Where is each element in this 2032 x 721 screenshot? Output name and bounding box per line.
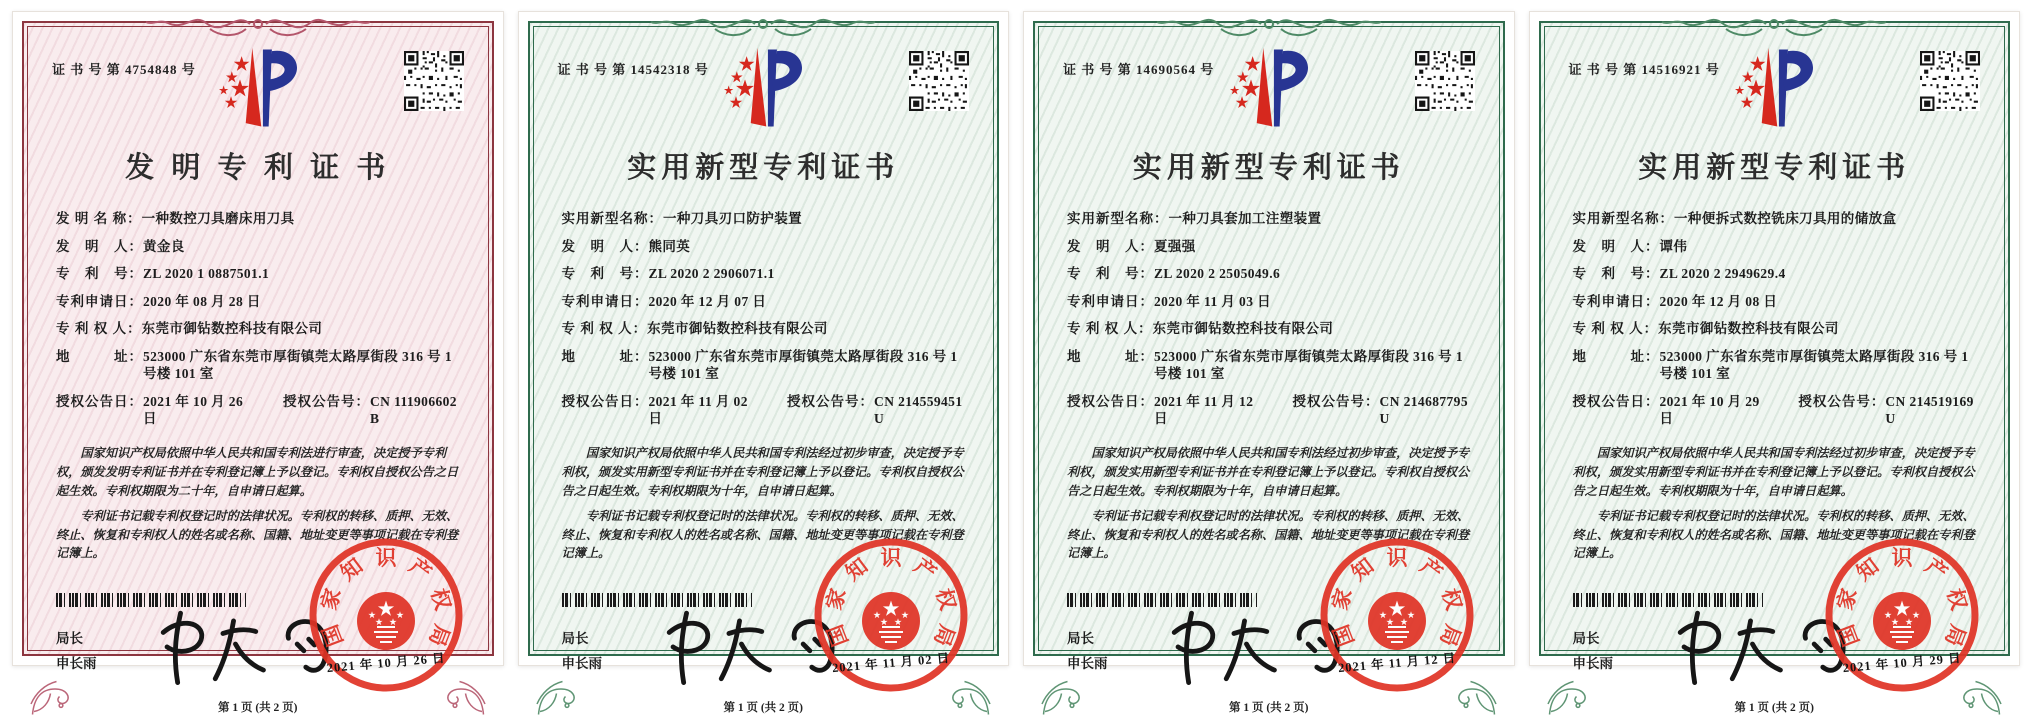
field-address [56,348,464,383]
certificate-frame [22,21,494,715]
certificate-frame [528,21,1000,715]
certificate-footer [1541,571,2009,721]
grant-number-value: CN 214559451 U [874,393,963,427]
field-label: 地 址： [1572,348,1660,364]
director-title: 局长 [1572,631,1600,647]
grant-date-value: 2021 年 10 月 26 日 [143,393,244,427]
filing-date-value: 2020 年 08 月 28 日 [143,293,261,309]
field-label: 授权公告号： [283,393,370,409]
patent-certificate-4 [1529,11,2021,715]
field-invention-name [1067,210,1475,228]
inventor-value: 熊同英 [648,238,691,254]
address-value: 523000 广东省东莞市厚街镇莞太路厚街段 316 号 1 号楼 101 室 [1659,348,1969,382]
patent-certificate-1 [12,11,504,715]
corner-flourish-ornament [1439,659,1499,719]
field-address [562,348,970,383]
field-label: 地 址： [56,348,143,364]
field-label: 授权公告日： [1067,393,1154,409]
certificate-number: 证 书 号 第 14542318 号 [557,62,709,77]
certificate-number: 证 书 号 第 4754848 号 [52,62,196,77]
page-number: 第 1 页 (共 2 页) [1734,702,1815,715]
field-label: 专 利 权 人： [56,321,142,337]
patentee-value: 东莞市御钻数控科技有限公司 [1152,321,1334,337]
field-label: 专 利 号： [561,266,649,282]
field-inventor [562,238,970,256]
patent-number-value: ZL 2020 1 0887501.1 [143,266,270,282]
grant-number-value: CN 214687795 U [1379,393,1468,427]
page-number: 第 1 页 (共 2 页) [723,702,804,715]
grant-date-value: 2021 年 11 月 12 日 [1154,393,1254,427]
cnipa-logo-icon [712,43,814,133]
grant-number-value: CN 111906602 B [370,393,457,427]
patent-number-value: ZL 2020 2 2906071.1 [648,266,775,282]
field-invention-name [1573,210,1981,228]
certificate-footer [530,571,998,721]
certificate-frame [1033,21,1505,715]
field-label: 专 利 号： [56,266,143,282]
top-flourish-ornament [1144,9,1394,39]
field-label: 发 明 人： [1067,238,1154,254]
field-invention-name [56,210,464,228]
address-value: 523000 广东省东莞市厚街镇莞太路厚街段 316 号 1 号楼 101 室 [143,348,452,382]
field-patentee [56,320,464,338]
legal-text-paragraph-1: 国家知识产权局依照中华人民共和国专利法经过初步审查，决定授予专利权，颁发实用新型专利证书并在专利登记簿上予以登记。专利权自授权公告之日起生效。专利权期限为十年，自申请日起算。 [1067,445,1470,498]
field-label: 授权公告日： [56,393,143,409]
field-label: 发 明 人： [561,238,649,254]
certificate-footer [24,571,492,721]
certificate-fields [1573,210,1981,438]
field-label: 地 址： [1067,348,1154,364]
field-label: 专 利 号： [1572,266,1660,282]
cnipa-logo-icon [207,43,309,133]
field-filing-date [1573,293,1981,311]
seal-date: 2021 年 11 月 02 日 [831,651,951,676]
legal-text-paragraph-2: 专利证书记载专利权登记时的法律状况。专利权的转移、质押、无效、终止、恢复和专利权人的姓名或名称、国籍、地址变更等事项记载在专利登记簿上。 [1572,508,1975,561]
invention-name-value: 一种数控刀具磨床用刀具 [141,211,295,226]
patent-certificate-3 [1023,11,1515,715]
field-label: 实用新型名称： [561,211,663,226]
field-patentee [1067,320,1475,338]
page-number: 第 1 页 (共 2 页) [1228,702,1309,715]
filing-date-value: 2020 年 12 月 07 日 [648,293,767,309]
field-grant [1573,393,1981,428]
corner-flourish-ornament [28,659,88,719]
filing-date-value: 2020 年 11 月 03 日 [1154,293,1272,309]
field-label: 发 明 人： [56,238,143,254]
field-label: 专 利 权 人： [1572,321,1659,337]
director-name: 申长雨 [56,655,97,671]
certificate-fields [56,210,464,438]
qr-code [1920,51,1980,111]
qr-code [404,51,464,111]
field-label: 授权公告日： [1572,393,1660,409]
field-address [1573,348,1981,383]
field-label: 专 利 权 人： [1067,321,1153,337]
field-label: 专 利 权 人： [561,321,648,337]
field-inventor [1573,238,1981,256]
field-grant [56,393,464,428]
legal-text-paragraph-1: 国家知识产权局依照中华人民共和国专利法进行审查，决定授予专利权，颁发发明专利证书并在专利登记簿上予以登记。专利权自授权公告之日起生效。专利权期限为二十年，自申请日起算。 [56,445,459,498]
corner-flourish-ornament [534,659,594,719]
inventor-value: 夏强强 [1154,238,1196,254]
certificate-title: 实用新型专利证书 [1132,152,1405,184]
corner-flourish-ornament [933,659,993,719]
field-inventor [56,238,464,256]
field-label: 专利申请日： [1572,293,1660,309]
page-number: 第 1 页 (共 2 页) [217,702,298,715]
legal-text-paragraph-2: 专利证书记载专利权登记时的法律状况。专利权的转移、质押、无效、终止、恢复和专利权人的姓名或名称、国籍、地址变更等事项记载在专利登记簿上。 [56,508,459,561]
legal-text-paragraph-1: 国家知识产权局依照中华人民共和国专利法经过初步审查，决定授予专利权，颁发实用新型专利证书并在专利登记簿上予以登记。专利权自授权公告之日起生效。专利权期限为十年，自申请日起算。 [1572,445,1975,498]
legal-text-paragraph-2: 专利证书记载专利权登记时的法律状况。专利权的转移、质押、无效、终止、恢复和专利权人的姓名或名称、国籍、地址变更等事项记载在专利登记簿上。 [561,508,964,561]
certificate-header [24,47,492,131]
patentee-value: 东莞市御钻数控科技有限公司 [141,321,323,337]
patentee-value: 东莞市御钻数控科技有限公司 [1658,321,1839,337]
patent-certificate-2 [518,11,1010,715]
field-label: 专利申请日： [561,293,649,309]
invention-name-value: 一种刀具刃口防护装置 [663,211,802,226]
top-flourish-ornament [1649,9,1899,39]
field-label: 实用新型名称： [1067,211,1169,226]
address-value: 523000 广东省东莞市厚街镇莞太路厚街段 316 号 1 号楼 101 室 [648,348,958,382]
address-value: 523000 广东省东莞市厚街镇莞太路厚街段 316 号 1 号楼 101 室 [1154,348,1463,382]
certificate-footer [1035,571,1503,721]
grant-number-value: CN 214519169 U [1885,393,1974,427]
field-label: 发 明 人： [1572,238,1660,254]
invention-name-value: 一种刀具套加工注塑装置 [1168,211,1322,226]
top-flourish-ornament [638,9,888,39]
corner-flourish-ornament [1944,659,2004,719]
certificate-title: 实用新型专利证书 [627,152,900,184]
top-flourish-ornament [133,9,383,39]
qr-code [909,51,969,111]
certificate-frame [1539,21,2011,715]
field-label: 授权公告日： [561,393,649,409]
patent-number-value: ZL 2020 2 2505049.6 [1154,266,1281,282]
certificate-number: 证 书 号 第 14690564 号 [1063,62,1215,77]
certificate-fields [562,210,970,438]
director-title: 局长 [561,631,589,647]
field-label: 专利申请日： [56,293,143,309]
certificate-title: 实用新型专利证书 [1638,152,1911,184]
invention-name-value: 一种便拆式数控铣床刀具用的储放盒 [1674,211,1897,226]
certificate-title: 发 明 专 利 证 书 [125,152,391,184]
field-label: 专 利 号： [1067,266,1154,282]
field-patent-number [1067,265,1475,283]
field-patentee [1573,320,1981,338]
field-filing-date [562,293,970,311]
field-patentee [562,320,970,338]
legal-text-paragraph-1: 国家知识产权局依照中华人民共和国专利法经过初步审查，决定授予专利权，颁发实用新型专利证书并在专利登记簿上予以登记。专利权自授权公告之日起生效。专利权期限为十年，自申请日起算。 [561,445,964,498]
field-label: 授权公告号： [1798,393,1886,409]
field-grant [562,393,970,428]
legal-text-paragraph-2: 专利证书记载专利权登记时的法律状况。专利权的转移、质押、无效、终止、恢复和专利权人的姓名或名称、国籍、地址变更等事项记载在专利登记簿上。 [1067,508,1470,561]
certificate-header [1035,47,1503,131]
field-grant [1067,393,1475,428]
corner-flourish-ornament [428,659,488,719]
certificate-header [1541,47,2009,131]
certificate-number: 证 书 号 第 14516921 号 [1568,62,1720,77]
field-label: 专利申请日： [1067,293,1154,309]
filing-date-value: 2020 年 12 月 08 日 [1659,293,1778,309]
field-label: 授权公告号： [1292,393,1380,409]
cnipa-logo-icon [1218,43,1320,133]
field-filing-date [1067,293,1475,311]
field-patent-number [56,265,464,283]
director-name: 申长雨 [561,655,602,671]
seal-date: 2021 年 10 月 26 日 [325,651,446,676]
field-label: 实用新型名称： [1572,211,1674,226]
cnipa-logo-icon [1723,43,1825,133]
grant-date-value: 2021 年 11 月 02 日 [648,393,748,427]
field-label: 授权公告号： [787,393,875,409]
field-label: 地 址： [561,348,649,364]
inventor-value: 黄金良 [143,238,185,254]
patent-number-value: ZL 2020 2 2949629.4 [1659,266,1786,282]
seal-date: 2021 年 11 月 12 日 [1336,651,1457,676]
director-title: 局长 [1067,631,1094,647]
seal-date: 2021 年 10 月 29 日 [1842,651,1963,676]
certificate-header [530,47,998,131]
director-name: 申长雨 [1572,655,1613,671]
field-patent-number [562,265,970,283]
qr-code [1415,51,1475,111]
field-patent-number [1573,265,1981,283]
director-name: 申长雨 [1067,655,1108,671]
patentee-value: 东莞市御钻数控科技有限公司 [647,321,828,337]
corner-flourish-ornament [1545,659,1605,719]
inventor-value: 谭伟 [1659,238,1688,254]
field-filing-date [56,293,464,311]
field-invention-name [562,210,970,228]
field-inventor [1067,238,1475,256]
grant-date-value: 2021 年 10 月 29 日 [1659,393,1760,427]
field-address [1067,348,1475,383]
certificate-fields [1067,210,1475,438]
corner-flourish-ornament [1039,659,1099,719]
field-label: 发 明 名 称： [56,211,142,226]
director-title: 局长 [56,631,83,647]
